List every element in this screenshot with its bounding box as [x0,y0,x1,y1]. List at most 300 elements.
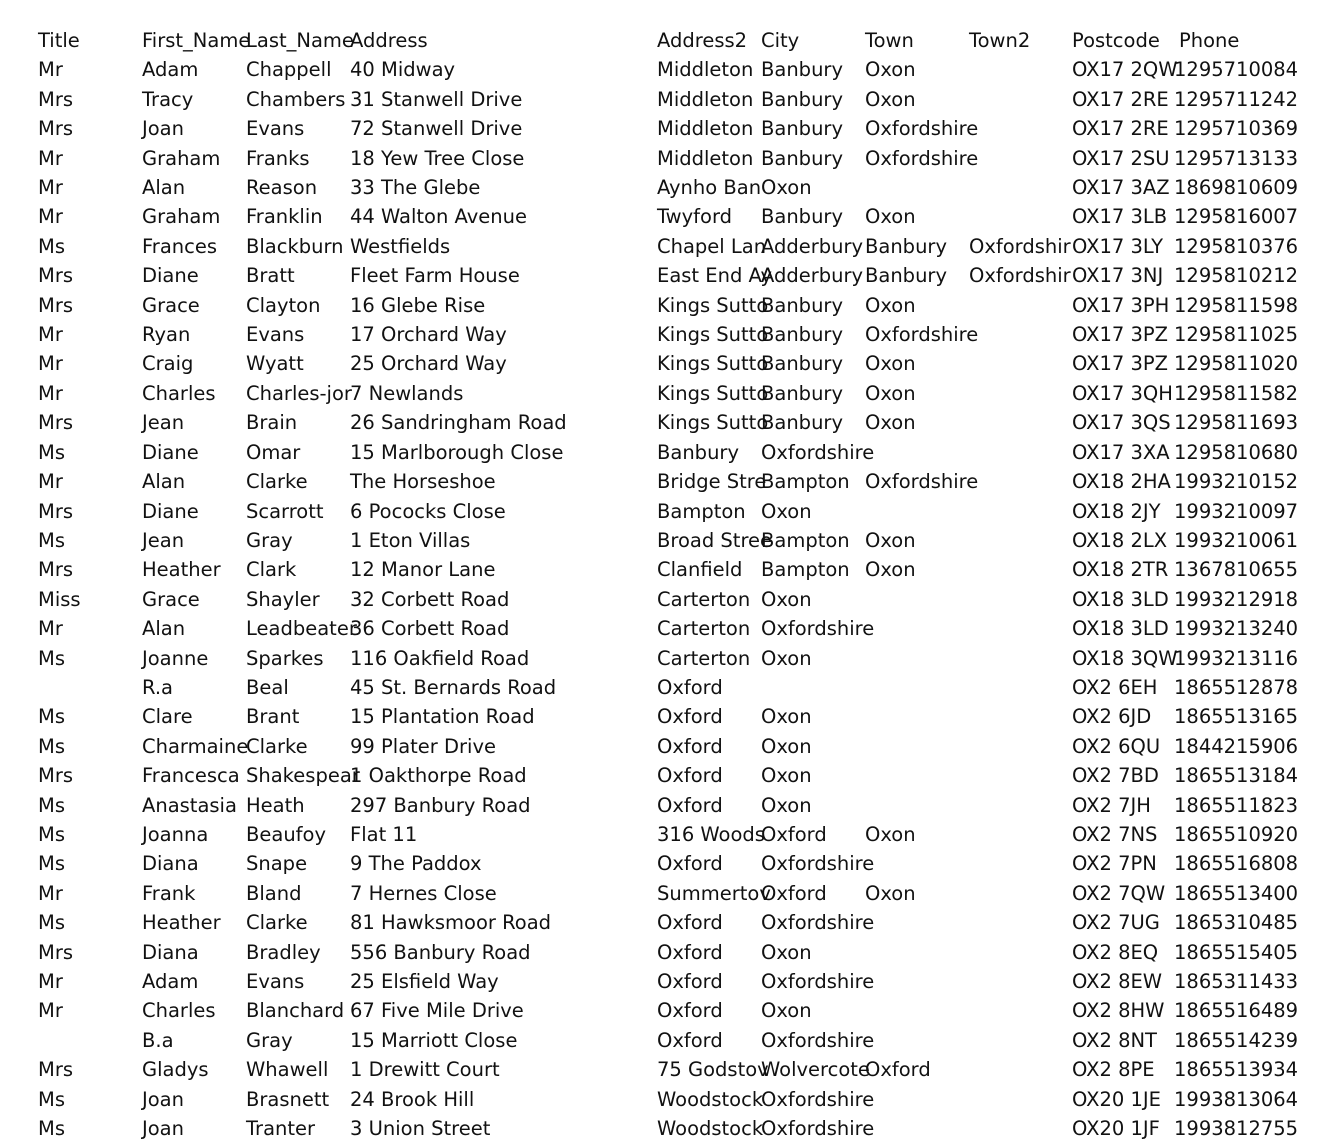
cell-phone[interactable]: 1295810376 [1174,234,1299,258]
cell-town2[interactable] [964,85,1068,114]
cell-address2[interactable]: Kings Sutto [657,381,769,405]
cell-phone[interactable]: 1295710369 [1174,117,1299,141]
cell-postcode[interactable]: OX17 3XA [1072,440,1170,464]
cell-first-name[interactable]: Charmaine [142,734,249,758]
cell-first-name[interactable]: Joan [142,1087,184,1111]
cell-postcode[interactable]: OX18 2LX [1072,528,1168,552]
cell-address[interactable]: 297 Banbury Road [350,793,531,817]
cell-postcode[interactable]: OX2 7UG [1072,911,1160,935]
cell-first-name[interactable]: Diane [142,499,199,523]
cell-phone[interactable]: 1865512878 [1174,675,1299,699]
cell-phone[interactable]: 1295711242 [1174,87,1299,111]
cell-city[interactable]: Oxford [761,881,827,905]
cell-phone[interactable]: 1993813064 [1174,1087,1299,1111]
cell-postcode[interactable]: OX18 2TR [1072,558,1169,582]
cell-city[interactable]: Oxon [761,587,812,611]
cell-postcode[interactable]: OX17 3NJ [1072,264,1164,288]
cell-title[interactable]: Ms [38,793,65,817]
cell-city[interactable]: Oxfordshire [761,852,875,876]
cell-address[interactable]: 26 Sandringham Road [350,411,567,435]
cell-address[interactable]: 1 Oakthorpe Road [350,764,527,788]
cell-town[interactable]: Oxon [865,293,916,317]
cell-town2[interactable]: Town2 [969,29,1031,52]
cell-city[interactable]: Oxon [761,940,812,964]
cell-town2[interactable] [964,173,1068,202]
cell-town2[interactable] [964,1085,1068,1114]
cell-title[interactable]: Mrs [38,293,74,317]
cell-address[interactable]: 99 Plater Drive [350,734,496,758]
cell-town2[interactable] [964,1055,1068,1084]
cell-first-name[interactable]: Adam [142,58,199,82]
cell-city[interactable]: Banbury [761,352,843,376]
cell-town[interactable] [860,996,964,1025]
cell-last-name[interactable]: Brain [246,411,298,435]
cell-last-name[interactable]: Omar [246,440,301,464]
cell-last-name[interactable]: Gray [246,1028,293,1052]
cell-city[interactable]: Oxford [761,822,827,846]
cell-city[interactable]: Oxon [761,499,812,523]
cell-town2[interactable]: Oxfordshir [969,234,1071,258]
cell-town2[interactable] [964,1026,1068,1055]
cell-town2[interactable] [964,585,1068,614]
cell-address[interactable]: 31 Stanwell Drive [350,87,523,111]
cell-town2[interactable] [964,202,1068,231]
cell-phone[interactable]: 1993812755 [1174,1117,1299,1141]
cell-town[interactable] [860,1026,964,1055]
cell-first-name[interactable]: Joan [142,117,184,141]
cell-postcode[interactable]: OX18 2HA [1072,470,1171,494]
cell-last-name[interactable]: Bland [246,881,302,905]
cell-town[interactable] [860,497,964,526]
cell-last-name[interactable]: Bratt [246,264,295,288]
cell-phone[interactable]: 1993210152 [1174,470,1299,494]
cell-address[interactable]: Fleet Farm House [350,264,520,288]
cell-first-name[interactable]: Alan [142,617,186,641]
cell-title[interactable]: Mrs [38,411,74,435]
cell-postcode[interactable]: OX2 8PE [1072,1058,1155,1082]
cell-phone[interactable]: 1993213116 [1174,646,1299,670]
cell-postcode[interactable]: OX17 3AZ [1072,176,1170,200]
cell-address2[interactable]: Twyford [657,205,733,229]
cell-address2[interactable]: Broad Stree [657,528,773,552]
cell-title[interactable]: Ms [38,705,65,729]
cell-city[interactable]: Banbury [761,293,843,317]
cell-town[interactable]: Oxon [865,411,916,435]
cell-town[interactable]: Oxon [865,87,916,111]
cell-address2[interactable]: Oxford [657,675,723,699]
cell-last-name[interactable]: Gray [246,528,293,552]
cell-address[interactable]: 1 Drewitt Court [350,1058,500,1082]
cell-postcode[interactable]: OX20 1JE [1072,1087,1161,1111]
cell-phone[interactable]: 1865310485 [1174,911,1299,935]
cell-address[interactable]: 1 Eton Villas [350,528,471,552]
cell-city[interactable]: Banbury [761,381,843,405]
cell-address2[interactable]: Kings Sutto [657,323,769,347]
cell-town[interactable]: Banbury [865,234,947,258]
cell-city[interactable]: Banbury [761,87,843,111]
cell-address[interactable]: 67 Five Mile Drive [350,999,524,1023]
cell-town2[interactable] [964,849,1068,878]
cell-last-name[interactable]: Shakespear [246,764,360,788]
cell-last-name[interactable]: Brant [246,705,300,729]
cell-address2[interactable]: Oxford [657,734,723,758]
cell-phone[interactable]: 1295816007 [1174,205,1299,229]
cell-town[interactable] [860,967,964,996]
cell-city[interactable]: Oxfordshire [761,1028,875,1052]
cell-phone[interactable]: 1865515405 [1174,940,1299,964]
cell-postcode[interactable]: OX17 3PZ [1072,352,1168,376]
cell-address2[interactable]: Bridge Stre [657,470,767,494]
cell-postcode[interactable]: OX17 2QW [1072,58,1178,82]
cell-address2[interactable]: Aynho Ban [657,176,762,200]
cell-last-name[interactable]: Chappell [246,58,332,82]
cell-address[interactable]: 12 Manor Lane [350,558,496,582]
cell-phone[interactable]: 1865513165 [1174,705,1299,729]
cell-address2[interactable]: Woodstock [657,1087,764,1111]
cell-address[interactable]: Address [350,29,428,52]
cell-city[interactable]: Banbury [761,205,843,229]
cell-address[interactable]: 24 Brook Hill [350,1087,475,1111]
cell-title[interactable]: Mrs [38,499,74,523]
cell-first-name[interactable]: B.a [142,1028,174,1052]
cell-address2[interactable]: Summertov [657,881,771,905]
cell-town2[interactable] [964,291,1068,320]
cell-title[interactable]: Mrs [38,87,74,111]
cell-town2[interactable] [964,820,1068,849]
cell-town[interactable] [860,673,964,702]
cell-first-name[interactable]: Grace [142,293,200,317]
cell-postcode[interactable]: OX17 2RE [1072,87,1169,111]
cell-last-name[interactable]: Brasnett [246,1087,330,1111]
cell-phone[interactable]: 1295811598 [1174,293,1299,317]
cell-address[interactable]: 40 Midway [350,58,456,82]
cell-town[interactable]: Oxon [865,881,916,905]
cell-phone[interactable]: 1295811025 [1174,323,1299,347]
cell-address2[interactable]: Middleton [657,58,754,82]
cell-last-name[interactable]: Leadbeater [246,617,357,641]
cell-address2[interactable]: Middleton [657,117,754,141]
cell-last-name[interactable]: Snape [246,852,308,876]
cell-postcode[interactable]: OX17 2SU [1072,146,1170,170]
cell-last-name[interactable]: Clayton [246,293,321,317]
cell-last-name[interactable]: Sparkes [246,646,324,670]
cell-address[interactable]: 15 Marlborough Close [350,440,564,464]
cell-address2[interactable]: Oxford [657,793,723,817]
cell-title[interactable]: Mrs [38,764,74,788]
cell-city[interactable]: Oxon [761,176,812,200]
cell-last-name[interactable]: Franklin [246,205,323,229]
cell-town2[interactable] [964,732,1068,761]
cell-phone[interactable]: 1865311433 [1174,970,1299,993]
cell-city[interactable] [756,673,860,702]
cell-address[interactable]: 36 Corbett Road [350,617,510,641]
cell-postcode[interactable]: OX2 8NT [1072,1028,1157,1052]
cell-address2[interactable]: 316 Woods [657,822,765,846]
cell-town[interactable]: Oxon [865,558,916,582]
cell-first-name[interactable]: Craig [142,352,194,376]
cell-last-name[interactable]: Franks [246,146,310,170]
cell-address2[interactable]: Chapel Lan [657,234,767,258]
cell-town2[interactable] [964,144,1068,173]
cell-address[interactable]: 15 Marriott Close [350,1028,518,1052]
cell-phone[interactable]: 1993213240 [1174,617,1299,641]
cell-first-name[interactable]: Grace [142,587,200,611]
cell-postcode[interactable]: OX2 8EQ [1072,940,1159,964]
cell-town[interactable]: Oxon [865,822,916,846]
cell-town2[interactable] [964,996,1068,1025]
cell-town[interactable] [860,614,964,643]
cell-town2[interactable] [964,379,1068,408]
cell-town[interactable]: Oxon [865,352,916,376]
cell-town[interactable] [860,585,964,614]
cell-city[interactable]: Oxon [761,646,812,670]
cell-first-name[interactable]: Heather [142,558,221,582]
cell-phone[interactable]: 1865516808 [1174,852,1299,876]
cell-phone[interactable]: 1865510920 [1174,822,1299,846]
cell-town2[interactable] [964,320,1068,349]
cell-town[interactable] [860,438,964,467]
cell-address2[interactable]: Carterton [657,646,751,670]
cell-first-name[interactable]: Tracy [142,87,194,111]
cell-phone[interactable]: 1295710084 [1174,58,1299,82]
cell-postcode[interactable]: OX2 6QU [1072,734,1161,758]
cell-town[interactable] [860,644,964,673]
cell-address[interactable]: Westfields [350,234,451,258]
cell-address2[interactable]: Woodstock [657,1117,764,1141]
cell-postcode[interactable]: OX2 8EW [1072,970,1163,993]
cell-city[interactable]: Oxfordshire [761,911,875,935]
cell-town2[interactable] [964,438,1068,467]
cell-first-name[interactable]: Joan [142,1117,184,1141]
cell-phone[interactable]: 1865513934 [1174,1058,1299,1082]
cell-address2[interactable]: Kings Sutto [657,411,769,435]
cell-title[interactable] [33,673,137,702]
cell-town2[interactable] [964,408,1068,437]
cell-title[interactable]: Mrs [38,117,74,141]
cell-postcode[interactable]: OX20 1JF [1072,1117,1160,1141]
cell-title[interactable]: Mr [38,176,63,200]
cell-last-name[interactable]: Whawell [246,1058,329,1082]
cell-last-name[interactable]: Charles-jor [246,381,352,405]
cell-last-name[interactable]: Evans [246,117,305,141]
cell-town2[interactable] [964,1114,1068,1143]
cell-first-name[interactable]: Clare [142,705,193,729]
cell-city[interactable]: Adderbury [761,234,864,258]
cell-title[interactable]: Mr [38,352,63,376]
cell-address[interactable]: 6 Pococks Close [350,499,506,523]
cell-city[interactable]: Oxon [761,734,812,758]
cell-town2[interactable]: Oxfordshir [969,264,1071,288]
cell-last-name[interactable]: Reason [246,176,318,200]
cell-first-name[interactable]: First_Name [142,29,251,52]
cell-town2[interactable] [964,349,1068,378]
cell-first-name[interactable]: Jean [142,411,185,435]
cell-first-name[interactable]: Ryan [142,323,191,347]
cell-postcode[interactable]: Postcode [1072,29,1160,52]
cell-town[interactable] [860,761,964,790]
cell-phone[interactable]: 1993210097 [1174,499,1299,523]
cell-city[interactable]: Oxon [761,999,812,1023]
cell-town[interactable]: Town [865,29,914,52]
cell-title[interactable]: Ms [38,852,65,876]
cell-first-name[interactable]: Gladys [142,1058,209,1082]
cell-town2[interactable] [964,555,1068,584]
cell-postcode[interactable]: OX17 3PZ [1072,323,1168,347]
cell-phone[interactable]: 1865513184 [1174,764,1299,788]
cell-phone[interactable]: 1993210061 [1174,528,1299,552]
cell-phone[interactable]: 1367810655 [1174,558,1299,582]
cell-city[interactable]: Banbury [761,146,843,170]
cell-town[interactable] [860,1085,964,1114]
cell-last-name[interactable]: Evans [246,970,305,993]
cell-phone[interactable]: 1844215906 [1174,734,1299,758]
cell-town2[interactable] [964,673,1068,702]
cell-address2[interactable]: Oxford [657,940,723,964]
cell-address[interactable]: 9 The Paddox [350,852,482,876]
cell-city[interactable]: Oxon [761,764,812,788]
cell-title[interactable]: Ms [38,822,65,846]
cell-town[interactable] [860,1114,964,1143]
cell-address2[interactable]: Oxford [657,911,723,935]
cell-city[interactable]: Banbury [761,58,843,82]
cell-title[interactable]: Mrs [38,1058,74,1082]
cell-city[interactable]: Bampton [761,470,850,494]
cell-phone[interactable]: 1295810680 [1174,440,1299,464]
cell-title[interactable]: Mr [38,617,63,641]
cell-last-name[interactable]: Beal [246,675,289,699]
cell-address[interactable]: 7 Hernes Close [350,881,497,905]
cell-first-name[interactable]: Joanna [142,822,209,846]
cell-first-name[interactable]: Diana [142,940,199,964]
cell-town[interactable]: Banbury [865,264,947,288]
cell-last-name[interactable]: Wyatt [246,352,304,376]
cell-postcode[interactable]: OX17 3LY [1072,234,1164,258]
cell-postcode[interactable]: OX2 6JD [1072,705,1152,729]
cell-town[interactable]: Oxon [865,381,916,405]
cell-address2[interactable]: Oxford [657,705,723,729]
cell-postcode[interactable]: OX2 6EH [1072,675,1158,699]
cell-title[interactable]: Miss [38,587,81,611]
cell-first-name[interactable]: Diane [142,440,199,464]
cell-address2[interactable]: Clanfield [657,558,743,582]
cell-town2[interactable] [964,467,1068,496]
cell-first-name[interactable]: Graham [142,205,221,229]
cell-city[interactable]: Oxfordshire [761,617,875,641]
cell-postcode[interactable]: OX2 7JH [1072,793,1151,817]
cell-postcode[interactable]: OX18 3LD [1072,617,1169,641]
cell-town2[interactable] [964,967,1068,996]
cell-postcode[interactable]: OX17 3LB [1072,205,1168,229]
cell-city[interactable]: Bampton [761,558,850,582]
cell-city[interactable]: Banbury [761,323,843,347]
cell-city[interactable]: Oxfordshire [761,1087,875,1111]
cell-phone[interactable]: 1295811020 [1174,352,1299,376]
cell-address2[interactable]: Middleton [657,146,754,170]
cell-town2[interactable] [964,114,1068,143]
cell-title[interactable]: Ms [38,440,65,464]
cell-phone[interactable]: 1295810212 [1174,264,1299,288]
cell-title[interactable]: Mrs [38,558,74,582]
cell-town2[interactable] [964,55,1068,84]
cell-town2[interactable] [964,644,1068,673]
cell-last-name[interactable]: Beaufoy [246,822,327,846]
cell-last-name[interactable]: Scarrott [246,499,324,523]
cell-address2[interactable]: Oxford [657,999,723,1023]
cell-address[interactable]: 72 Stanwell Drive [350,117,523,141]
cell-phone[interactable]: 1993212918 [1174,587,1299,611]
cell-postcode[interactable]: OX17 3QS [1072,411,1171,435]
cell-town[interactable]: Oxford [865,1058,931,1082]
cell-town2[interactable] [964,938,1068,967]
cell-first-name[interactable]: Charles [142,999,216,1023]
cell-title[interactable]: Ms [38,234,65,258]
cell-title[interactable]: Ms [38,1087,65,1111]
cell-last-name[interactable]: Last_Name [246,29,354,52]
cell-title[interactable]: Ms [38,911,65,935]
cell-address2[interactable]: Oxford [657,852,723,876]
cell-address2[interactable]: Middleton [657,87,754,111]
cell-first-name[interactable]: Diane [142,264,199,288]
cell-title[interactable]: Mr [38,58,63,82]
cell-address2[interactable]: Banbury [657,440,739,464]
cell-postcode[interactable]: OX2 7PN [1072,852,1157,876]
cell-town[interactable] [860,702,964,731]
cell-last-name[interactable]: Heath [246,793,305,817]
cell-title[interactable]: Ms [38,646,65,670]
cell-address2[interactable]: Carterton [657,617,751,641]
cell-first-name[interactable]: Alan [142,176,186,200]
cell-town[interactable]: Oxfordshire [865,470,979,494]
cell-address[interactable]: 45 St. Bernards Road [350,675,557,699]
cell-address2[interactable]: Carterton [657,587,751,611]
cell-address[interactable]: Flat 11 [350,822,418,846]
cell-town[interactable]: Oxfordshire [865,146,979,170]
cell-phone[interactable]: 1295811582 [1174,381,1299,405]
cell-phone[interactable]: 1865511823 [1174,793,1299,817]
cell-city[interactable]: Wolvercote [761,1058,870,1082]
cell-city[interactable]: Bampton [761,528,850,552]
cell-city[interactable]: Banbury [761,117,843,141]
cell-title[interactable]: Mr [38,146,63,170]
cell-first-name[interactable]: Joanne [142,646,209,670]
cell-address[interactable]: 7 Newlands [350,381,464,405]
cell-address2[interactable]: Oxford [657,970,723,993]
cell-title[interactable]: Mr [38,470,63,494]
cell-town[interactable]: Oxon [865,205,916,229]
cell-town2[interactable] [964,791,1068,820]
cell-last-name[interactable]: Bradley [246,940,321,964]
cell-town[interactable] [860,908,964,937]
cell-city[interactable]: Adderbury [761,264,864,288]
cell-first-name[interactable]: Diana [142,852,199,876]
cell-postcode[interactable]: OX17 3QH [1072,381,1173,405]
cell-town[interactable] [860,938,964,967]
cell-phone[interactable]: Phone [1179,29,1240,52]
cell-address2[interactable]: Kings Sutto [657,293,769,317]
cell-postcode[interactable]: OX2 7QW [1072,881,1166,905]
cell-city[interactable]: City [761,29,800,52]
cell-first-name[interactable]: Heather [142,911,221,935]
cell-address[interactable]: 16 Glebe Rise [350,293,486,317]
cell-address[interactable]: 81 Hawksmoor Road [350,911,552,935]
cell-title[interactable]: Mr [38,970,63,993]
cell-last-name[interactable]: Clarke [246,470,308,494]
cell-first-name[interactable]: Frances [142,234,218,258]
cell-town2[interactable] [964,497,1068,526]
cell-title[interactable]: Mr [38,999,63,1023]
cell-address[interactable]: 25 Elsfield Way [350,970,499,993]
cell-address2[interactable]: Address2 [657,29,748,52]
